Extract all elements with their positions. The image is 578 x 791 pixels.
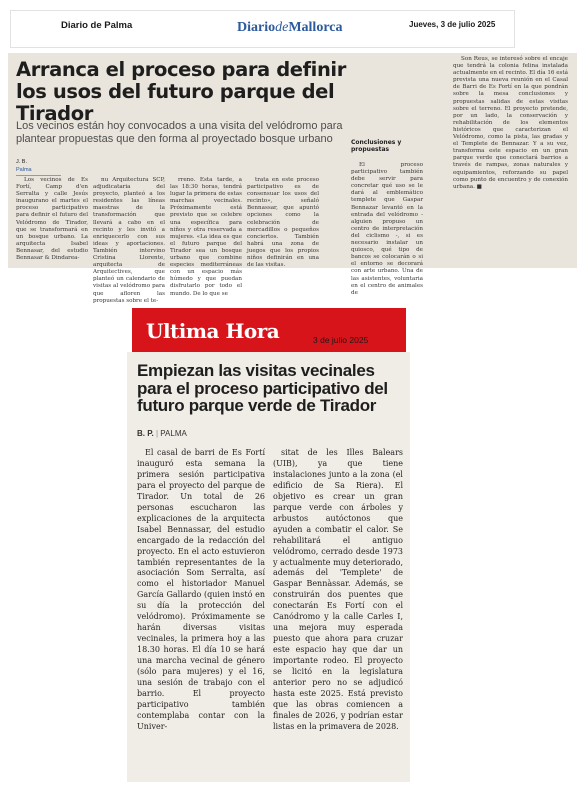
- clip1-header: [10, 10, 515, 48]
- paragraph: Son Reus, se interesó sobre el encaje que tendrá la colonia felina instalada actualmente en el recinto. El día 16 está prevista una nueva reunión en el Casal de Barri de Es Fortí en la que pondrán sobre la mesa conclusiones y propuestas salidas de estas visitas sobre el terreno. El proyecto pretende, por un lado, la conservación y rehabilitación de los elementos históricos que caracterizan el Velódromo, como la pista, las gradas y el Templete de Bennazar. Y a su vez, transforma este espacio en un gran parque verde que conectará barrios a través de rampas, zonas naturales y equipamientos, reforzando su papel como punto de encuentro y de conexión urbana. ■: [453, 56, 568, 190]
- headline: Arranca el proceso para definir los usos del futuro parque del Tirador: [16, 58, 346, 125]
- article-column: [137, 448, 265, 733]
- source-label: Diario de Palma: [61, 20, 133, 31]
- article-column: [273, 448, 403, 733]
- article-column: [453, 56, 568, 191]
- article-column: [351, 162, 423, 297]
- paragraph: Los vecinos de Es Fortí, Camp d'en Serralta y calle Jesús inaugurano el martes el proceso participativo para definir el futuro del Velódromo de Tirador, que se transformará en un bosque urbano. La arquitecta Isabel Bennasar, del estudio Bennasar & Dindarea-: [16, 177, 88, 262]
- divider: [16, 175, 61, 176]
- byline-separator: |: [155, 429, 159, 438]
- newspaper-clipping-diario: [8, 53, 577, 304]
- publication-date: Jueves, 3 de julio 2025: [409, 20, 496, 29]
- paragraph: El casal de barri de Es Fortí inauguró esta semana la primera sesión participativa para el proyecto del parque de Tirador. Un total de 26 personas escucharon las explicaciones de la arquitecta Isabel Bennassar, del estudio encargado de la redacción del proyecto. En el acto estuvieron también representantes de la asociación Som Serralta, así como el historiador Manuel García Gallardo (quien instó en su día la protección del velódromo). Próximamente se harán diversas visitas vecinales, la primera hoy a las 18.30 horas. El día 10 se hará una marcha vecinal de género (sólo para mujeres) y el 16, una sesión de trabajo con el barrio. El proyecto participativo también contemplaba contar con la Univer-: [137, 448, 265, 731]
- masthead-part: Diario: [237, 20, 276, 35]
- section-heading: Conclusiones y propuestas: [351, 139, 402, 153]
- byline-place: PALMA: [160, 429, 187, 438]
- masthead-logo: [237, 20, 343, 36]
- paragraph: trata en este proceso participativo es de consensuar los usos del recinto», señaló Bennassar, que apuntó opciones como la celebración de mercadillos o pequeños conciertos. También habrá una zona de juegos que los propios niños definirán en una de las visitas.: [247, 177, 319, 269]
- subheadline: Los vecinos están hoy convocados a una visita del velódromo para plantear propuestas que den forma al proyectado bosque urbano: [16, 120, 343, 145]
- paragraph: sitat de les Illes Balears (UIB), ya que tiene instalaciones junto a la zona (el edificio de Sa Riera). El objetivo es crear un gran parque verde con árboles y arbustos autóctonos que ayuden a combatir el calor. Se rehabilitará el antiguo velódromo, cerrado desde 1973 y actualmente muy deteriorado, además del 'Templete' de Gaspar Bennàssar. Además, se construirán dos puentes que conectarán Es Fortí con el Canódromo y la calle Carles I, una mejora muy esperada puesto que ahora para cruzar este espacio hay que dar un importante rodeo. El proyecto se licitó en la legislatura anterior pero no se adjudicó hasta este 2025. Está previsto que las obras comiencen a finales de 2026, y podrían estar listas en la primavera de 2028.: [273, 448, 403, 731]
- byline-author: B. P.: [137, 429, 154, 438]
- byline: [137, 429, 187, 438]
- newspaper-clipping-ultima-hora: [127, 352, 410, 782]
- paragraph: El proceso participativo también debe servir para concretar qué uso se le dará al emblemático templete que Gaspar Bennazar levantó en la entrada del velódromo - alguien propuso un centro de interpretación del ciclismo -, si es necesario instalar un quiosco, qué tipo de bancos se colocarán o si el entorno se decorará con arte urbano. Una de las asistentes, voluntaria en el centro de animales de: [351, 162, 423, 296]
- brand-logo: Ultima Hora: [146, 319, 280, 343]
- byline: J. B.: [16, 159, 28, 165]
- masthead-part: de: [275, 20, 289, 35]
- masthead-part: Mallorca: [288, 20, 343, 35]
- article-column: [170, 177, 242, 298]
- publication-date: 3 de julio 2025: [313, 335, 369, 345]
- article-column: [247, 177, 319, 269]
- headline: Empiezan las visitas vecinales para el proceso participativo del futuro parque verde de Tirador: [137, 361, 388, 415]
- ultima-hora-header: [132, 308, 406, 353]
- article-column: [16, 177, 88, 262]
- paragraph: nu Arquitectura SCP, adjudicataria del proyecto, planteó a los residentes las líneas maestras de la transformación que llevará a cabo en el recinto y les invitó a enriquecerlo con sus ideas y aportaciones. También intervino Cristina Llorente, arquitecta de Arquitectives, que planteó un calendario de visitas al velódromo para que afloren las propuestas sobre el te-: [93, 177, 165, 304]
- byline-place: Palma: [16, 167, 32, 173]
- article-column: [93, 177, 165, 305]
- paragraph: rreno. Esta tarde, a las 18:30 horas, tendrá lugar la primera de estas marchas vecinales. Próximamente está previsto que se celebre una específica para niños y otra reservada a mujeres. «La idea es que el futuro parque del Tirador sea un bosque urbano que combine especies mediterráneas con un espacio más húmedo y que puedan disfrutarlo por todo el mundo. De lo que se: [170, 177, 242, 297]
